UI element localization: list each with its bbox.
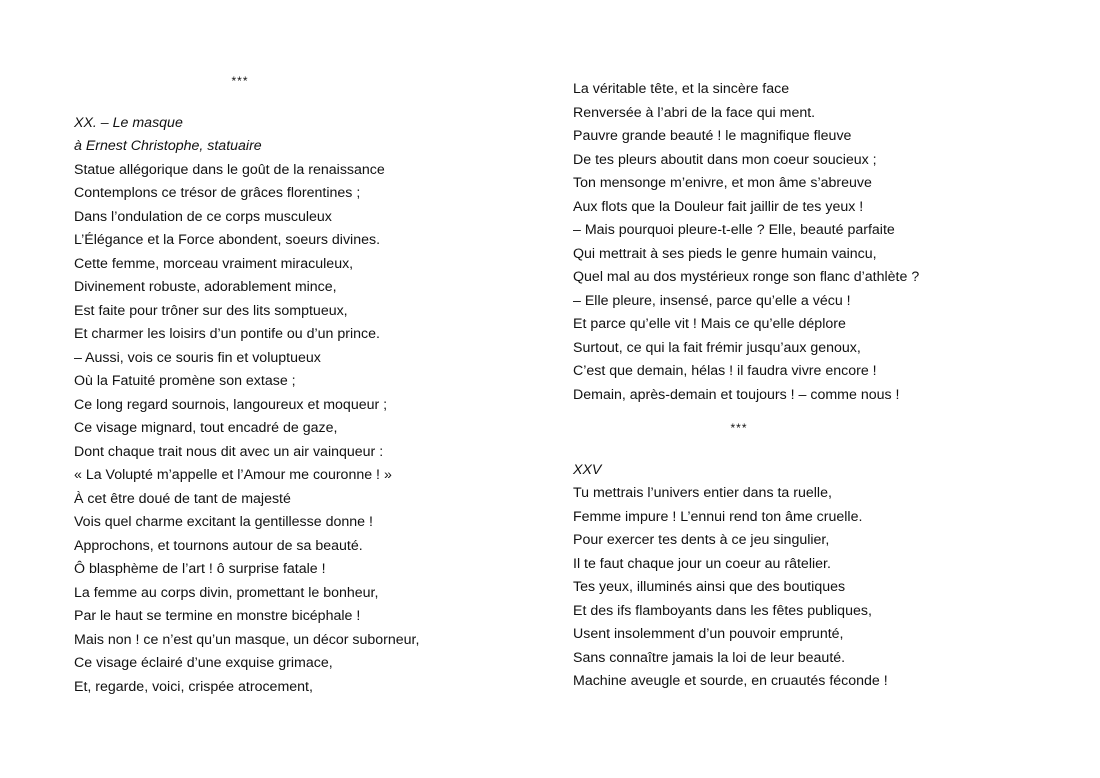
spacer (74, 94, 514, 112)
poem-line: Et, regarde, voici, crispée atrocement, (74, 678, 313, 695)
poem-line: Approchons, et tournons autour de sa beauté. (74, 537, 363, 554)
poem-line: Où la Fatuité promène son extase ; (74, 373, 296, 389)
poem-line: Pour exercer tes dents à ce jeu singulier, (573, 532, 830, 548)
poem-line: Il te faut chaque jour un coeur au râtelier. (573, 555, 831, 572)
poem-line: – Mais pourquoi pleure-t-elle ? Elle, beauté parfaite (573, 222, 895, 238)
poem-line: Ce visage éclairé d’une exquise grimace, (74, 655, 333, 671)
poem-line: Usent insolemment d’un pouvoir emprunté, (573, 626, 844, 642)
poem-line: Divinement robuste, adorablement mince, (74, 279, 337, 295)
spacer (573, 407, 1033, 417)
poem-line: Ton mensonge m’enivre, et mon âme s’abreuve (573, 175, 872, 191)
poem-line: Dont chaque trait nous dit avec un air vainqueur : (74, 443, 384, 460)
poem-line: Cette femme, morceau vraiment miraculeux, (74, 255, 354, 272)
poem-line: De tes pleurs aboutit dans mon coeur soucieux ; (573, 151, 877, 168)
poem-line: Femme impure ! L’ennui rend ton âme cruelle. (573, 508, 863, 525)
poem-line: Et charmer les loisirs d’un pontife ou d’un prince. (74, 326, 380, 342)
section-separator: *** (730, 421, 748, 435)
poem-title: XX. – Le masque (74, 114, 183, 131)
poem-line: Ce long regard sournois, langoureux et moqueur ; (74, 396, 388, 413)
poem-line: Et des ifs flamboyants dans les fêtes publiques, (573, 602, 872, 619)
left-column (74, 70, 514, 699)
poem-lines-right-top (573, 78, 1033, 407)
poem-line: Pauvre grande beauté ! le magnifique fleuve (573, 128, 852, 144)
poem-line: Aux flots que la Douleur fait jaillir de tes yeux ! (573, 198, 864, 215)
section-separator: *** (231, 74, 249, 88)
poem-line: Contemplons ce trésor de grâces florentines ; (74, 185, 361, 201)
poem-line: Ô blasphème de l’art ! ô surprise fatale ! (74, 561, 326, 577)
right-column (573, 78, 1033, 694)
poem-line: Renversée à l’abri de la face qui ment. (573, 104, 816, 121)
poem-line: La véritable tête, et la sincère face (573, 81, 790, 97)
poem-line: Tu mettrais l’univers entier dans ta ruelle, (573, 485, 832, 501)
poem-line: Vois quel charme excitant la gentillesse donne ! (74, 514, 373, 530)
poem-dedication: à Ernest Christophe, statuaire (74, 138, 262, 154)
poem-lines-left (74, 159, 514, 700)
poem-line: Dans l’ondulation de ce corps musculeux (74, 208, 332, 225)
poem-line: L’Élégance et la Force abondent, soeurs divines. (74, 232, 381, 248)
poem-line: À cet être doué de tant de majesté (74, 490, 291, 507)
poem-lines-right-bottom (573, 482, 1033, 694)
poem-line: C’est que demain, hélas ! il faudra vivre encore ! (573, 363, 877, 379)
poem-line: Mais non ! ce n’est qu’un masque, un décor suborneur, (74, 631, 420, 648)
spacer (573, 441, 1033, 459)
poem-line: Est faite pour trôner sur des lits somptueux, (74, 302, 348, 319)
poem-line: Qui mettrait à ses pieds le genre humain vaincu, (573, 245, 877, 262)
poem-line: Surtout, ce qui la fait frémir jusqu’aux genoux, (573, 339, 861, 356)
poem-line: Et parce qu’elle vit ! Mais ce qu’elle déplore (573, 316, 846, 332)
poem-line: – Aussi, vois ce souris fin et voluptueux (74, 349, 321, 366)
poem-line: – Elle pleure, insensé, parce qu’elle a vécu ! (573, 292, 851, 309)
poem-line: Par le haut se termine en monstre bicéphale ! (74, 608, 361, 624)
poem-line: Sans connaître jamais la loi de leur beauté. (573, 649, 846, 666)
poem-line: La femme au corps divin, promettant le bonheur, (74, 584, 379, 601)
poem-line: Machine aveugle et sourde, en cruautés féconde ! (573, 673, 888, 689)
poem-line: « La Volupté m’appelle et l’Amour me couronne ! » (74, 467, 392, 483)
poem-line: Tes yeux, illuminés ainsi que des boutiques (573, 579, 846, 595)
poem-line: Ce visage mignard, tout encadré de gaze, (74, 420, 338, 436)
poem-line: Quel mal au dos mystérieux ronge son flanc d’athlète ? (573, 269, 920, 285)
poem-title: XXV (573, 461, 602, 478)
poem-line: Statue allégorique dans le goût de la renaissance (74, 161, 385, 178)
poem-line: Demain, après-demain et toujours ! – comme nous ! (573, 386, 900, 403)
